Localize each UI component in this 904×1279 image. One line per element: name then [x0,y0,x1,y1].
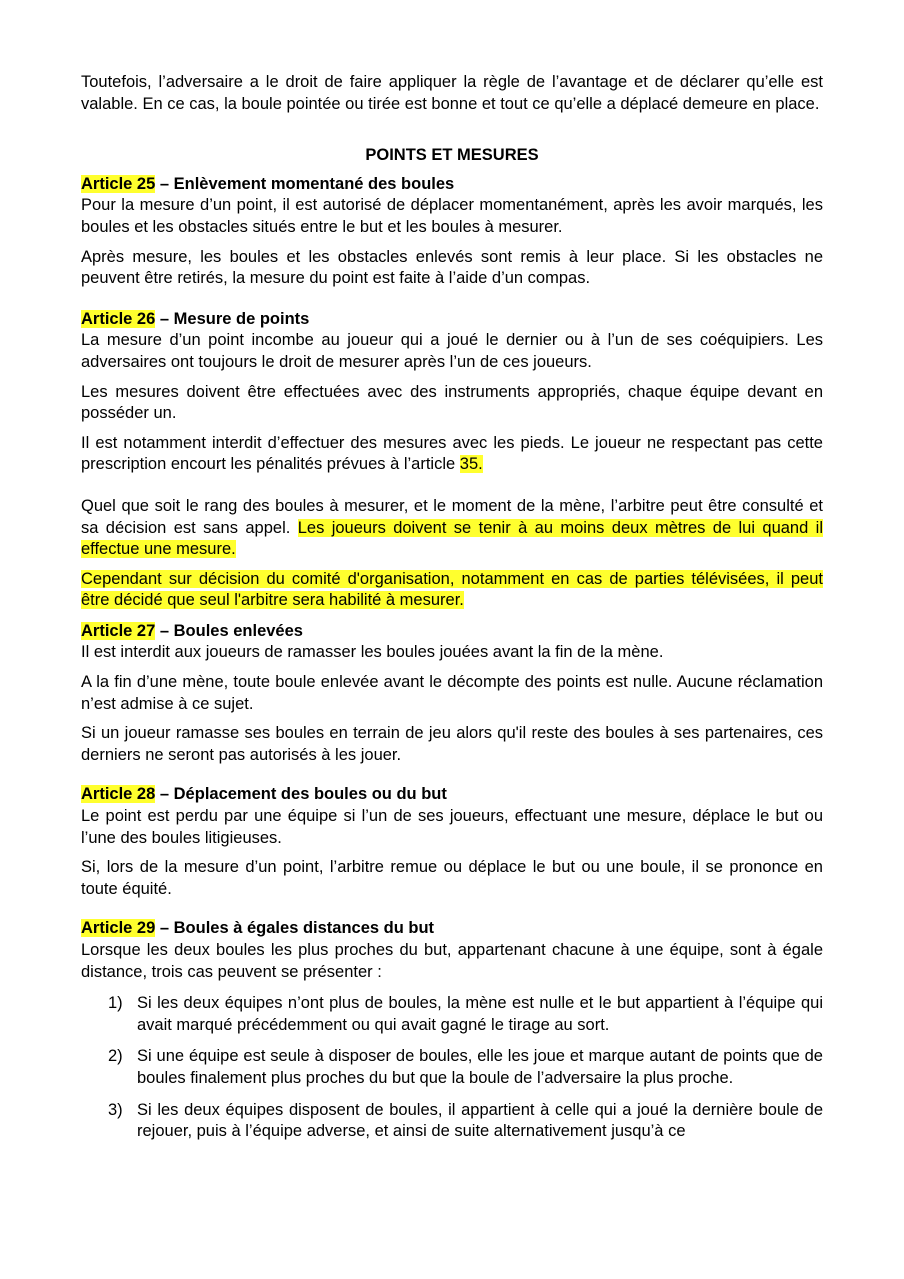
article-27 [81,621,823,767]
list-item-number: 2) [108,1047,123,1066]
article-paragraph [81,496,823,561]
list-item-text: Si une équipe est seule à disposer de boules, elle les joue et marque autant de points que de boules finalement plus proches du but que la boule de l’adversaire la plus proche. [137,1047,823,1087]
article-heading [81,174,823,196]
article-heading [81,918,823,940]
article-paragraph [81,433,823,476]
article-paragraph: A la fin d’une mène, toute boule enlevée avant le décompte des points est nulle. Aucune réclamation n’est admise à ce sujet. [81,673,823,713]
article-heading [81,621,823,643]
article-text: Il est notamment interdit d’effectuer des mesures avec les pieds. Le joueur ne respectant pas cette prescription encourt les pénalités prévues à l’article [81,433,823,474]
article-paragraph: La mesure d’un point incombe au joueur qui a joué le dernier ou à l’un de ses coéquipiers. Les adversaires ont toujours le droit de mesurer après l’un de ces joueurs. [81,331,823,371]
list-item [81,993,823,1036]
list-item [81,1100,823,1143]
article-title: – Boules à égales distances du but [155,919,435,938]
article-26 [81,309,823,612]
list-item [81,1046,823,1089]
article-paragraph: Le point est perdu par une équipe si l’un de ses joueurs, effectuant une mesure, déplace le but ou l’une des boules litigieuses. [81,807,823,847]
article-title: – Enlèvement momentané des boules [155,174,455,193]
article-paragraph: Les mesures doivent être effectuées avec des instruments appropriés, chaque équipe devant en posséder un. [81,382,823,423]
article-title: – Déplacement des boules ou du but [155,785,447,804]
article-29 [81,918,823,1142]
highlighted-text: Les joueurs doivent se tenir à au moins deux mètres de lui quand il effectue une mesure. [81,518,823,559]
article-number: Article 25 [81,174,156,193]
article-number: Article 28 [81,785,156,804]
article-paragraph: Lorsque les deux boules les plus proches du but, appartenant chacune à une équipe, sont à égale distance, trois cas peuvent se présenter : [81,941,823,981]
article-heading [81,309,823,331]
article-title: – Boules enlevées [155,621,303,640]
article-25 [81,174,823,290]
list-item-number: 1) [108,994,123,1013]
section-heading: POINTS ET MESURES [365,146,539,165]
article-reference: 35. [459,455,483,474]
article-paragraph [81,569,823,612]
article-number: Article 29 [81,919,156,938]
article-28 [81,784,823,900]
intro-paragraph: Toutefois, l’adversaire a le droit de faire appliquer la règle de l’avantage et de déclarer qu’elle est valable. En ce cas, la boule pointée ou tirée est bonne et tout ce qu’elle a déplacé demeure en place. [81,73,823,113]
article-text: Quel que soit le rang des boules à mesurer, et le moment de la mène, l’arbitre peut être consulté et sa décision est sans appel. [81,496,823,537]
article-title: – Mesure de points [155,309,310,328]
article-paragraph: Après mesure, les boules et les obstacles enlevés sont remis à leur place. Si les obstacles ne peuvent être retirés, la mesure du point est faite à l’aide d’un compas. [81,247,823,288]
article-heading [81,784,823,806]
article-paragraph: Si un joueur ramasse ses boules en terrain de jeu alors qu'il reste des boules à ses partenaires, ces derniers ne seront pas autorisés à les jouer. [81,724,823,764]
article-paragraph: Il est interdit aux joueurs de ramasser les boules jouées avant la fin de la mène. [81,643,664,662]
highlighted-text: Cependant sur décision du comité d'organisation, notamment en cas de parties télévisées, il peut être décidé que seul l'arbitre sera habilité à mesurer. [81,569,823,610]
article-paragraph: Pour la mesure d’un point, il est autorisé de déplacer momentanément, après les avoir marqués, les boules et les obstacles situés entre le but et les boules à mesurer. [81,196,823,236]
list-item-number: 3) [108,1100,123,1119]
article-number: Article 27 [81,621,156,640]
numbered-list [81,993,823,1143]
article-paragraph: Si, lors de la mesure d’un point, l’arbitre remue ou déplace le but ou une boule, il se prononce en toute équité. [81,858,823,898]
list-item-text: Si les deux équipes disposent de boules, il appartient à celle qui a joué la dernière boule de rejouer, puis à l’équipe adverse, et ainsi de suite alternativement jusqu’à ce [137,1100,823,1141]
list-item-text: Si les deux équipes n’ont plus de boules, la mène est nulle et le but appartient à l’équipe qui avait marqué précédemment ou qui avait gagné le tirage au sort. [137,994,823,1034]
article-number: Article 26 [81,309,156,328]
